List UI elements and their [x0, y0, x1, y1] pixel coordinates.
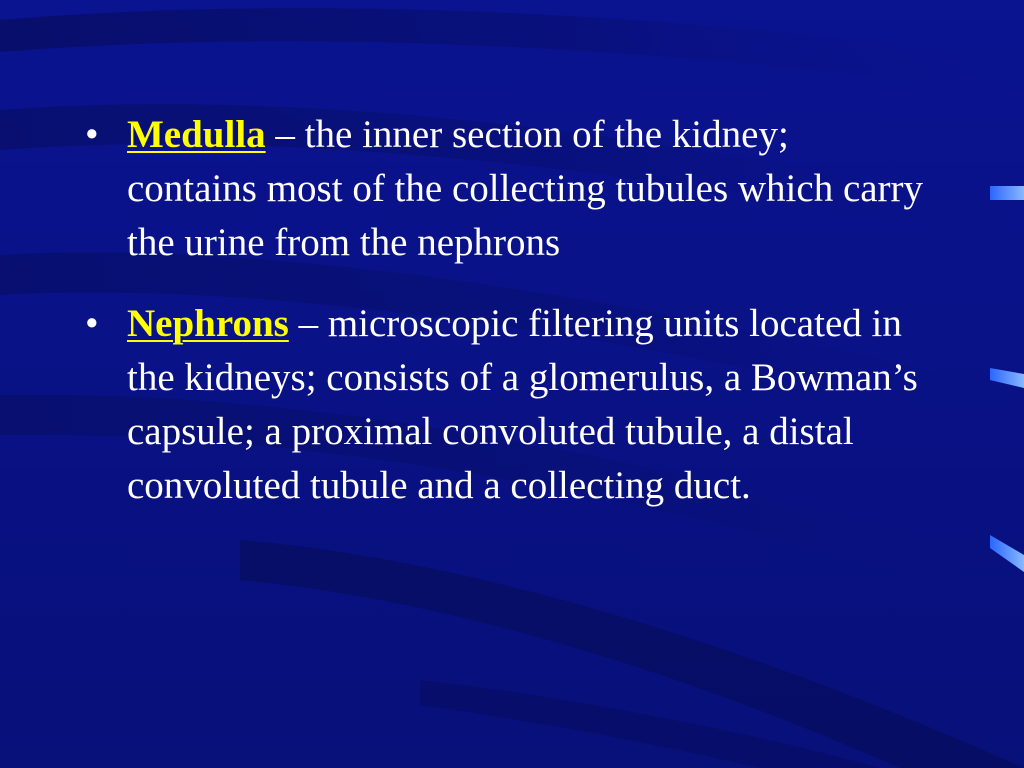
- definition-medulla: – the inner section of the kidney; contains most of the collecting tubules which carry the urine from the nephrons: [127, 113, 924, 264]
- term-nephrons: Nephrons: [127, 302, 289, 345]
- bullet-marker: •: [85, 113, 99, 156]
- definition-nephrons: – microscopic filtering units located in the kidneys; consists of a glomerulus, a Bowman’s capsule; a proximal convoluted tubule, a distal convoluted tubule and a collecting duct.: [127, 302, 918, 507]
- slide-content: [85, 108, 925, 513]
- bullet-marker: •: [85, 302, 99, 345]
- bullet-nephrons: [85, 297, 925, 513]
- bullet-medulla: [85, 108, 925, 270]
- term-medulla: Medulla: [127, 113, 266, 156]
